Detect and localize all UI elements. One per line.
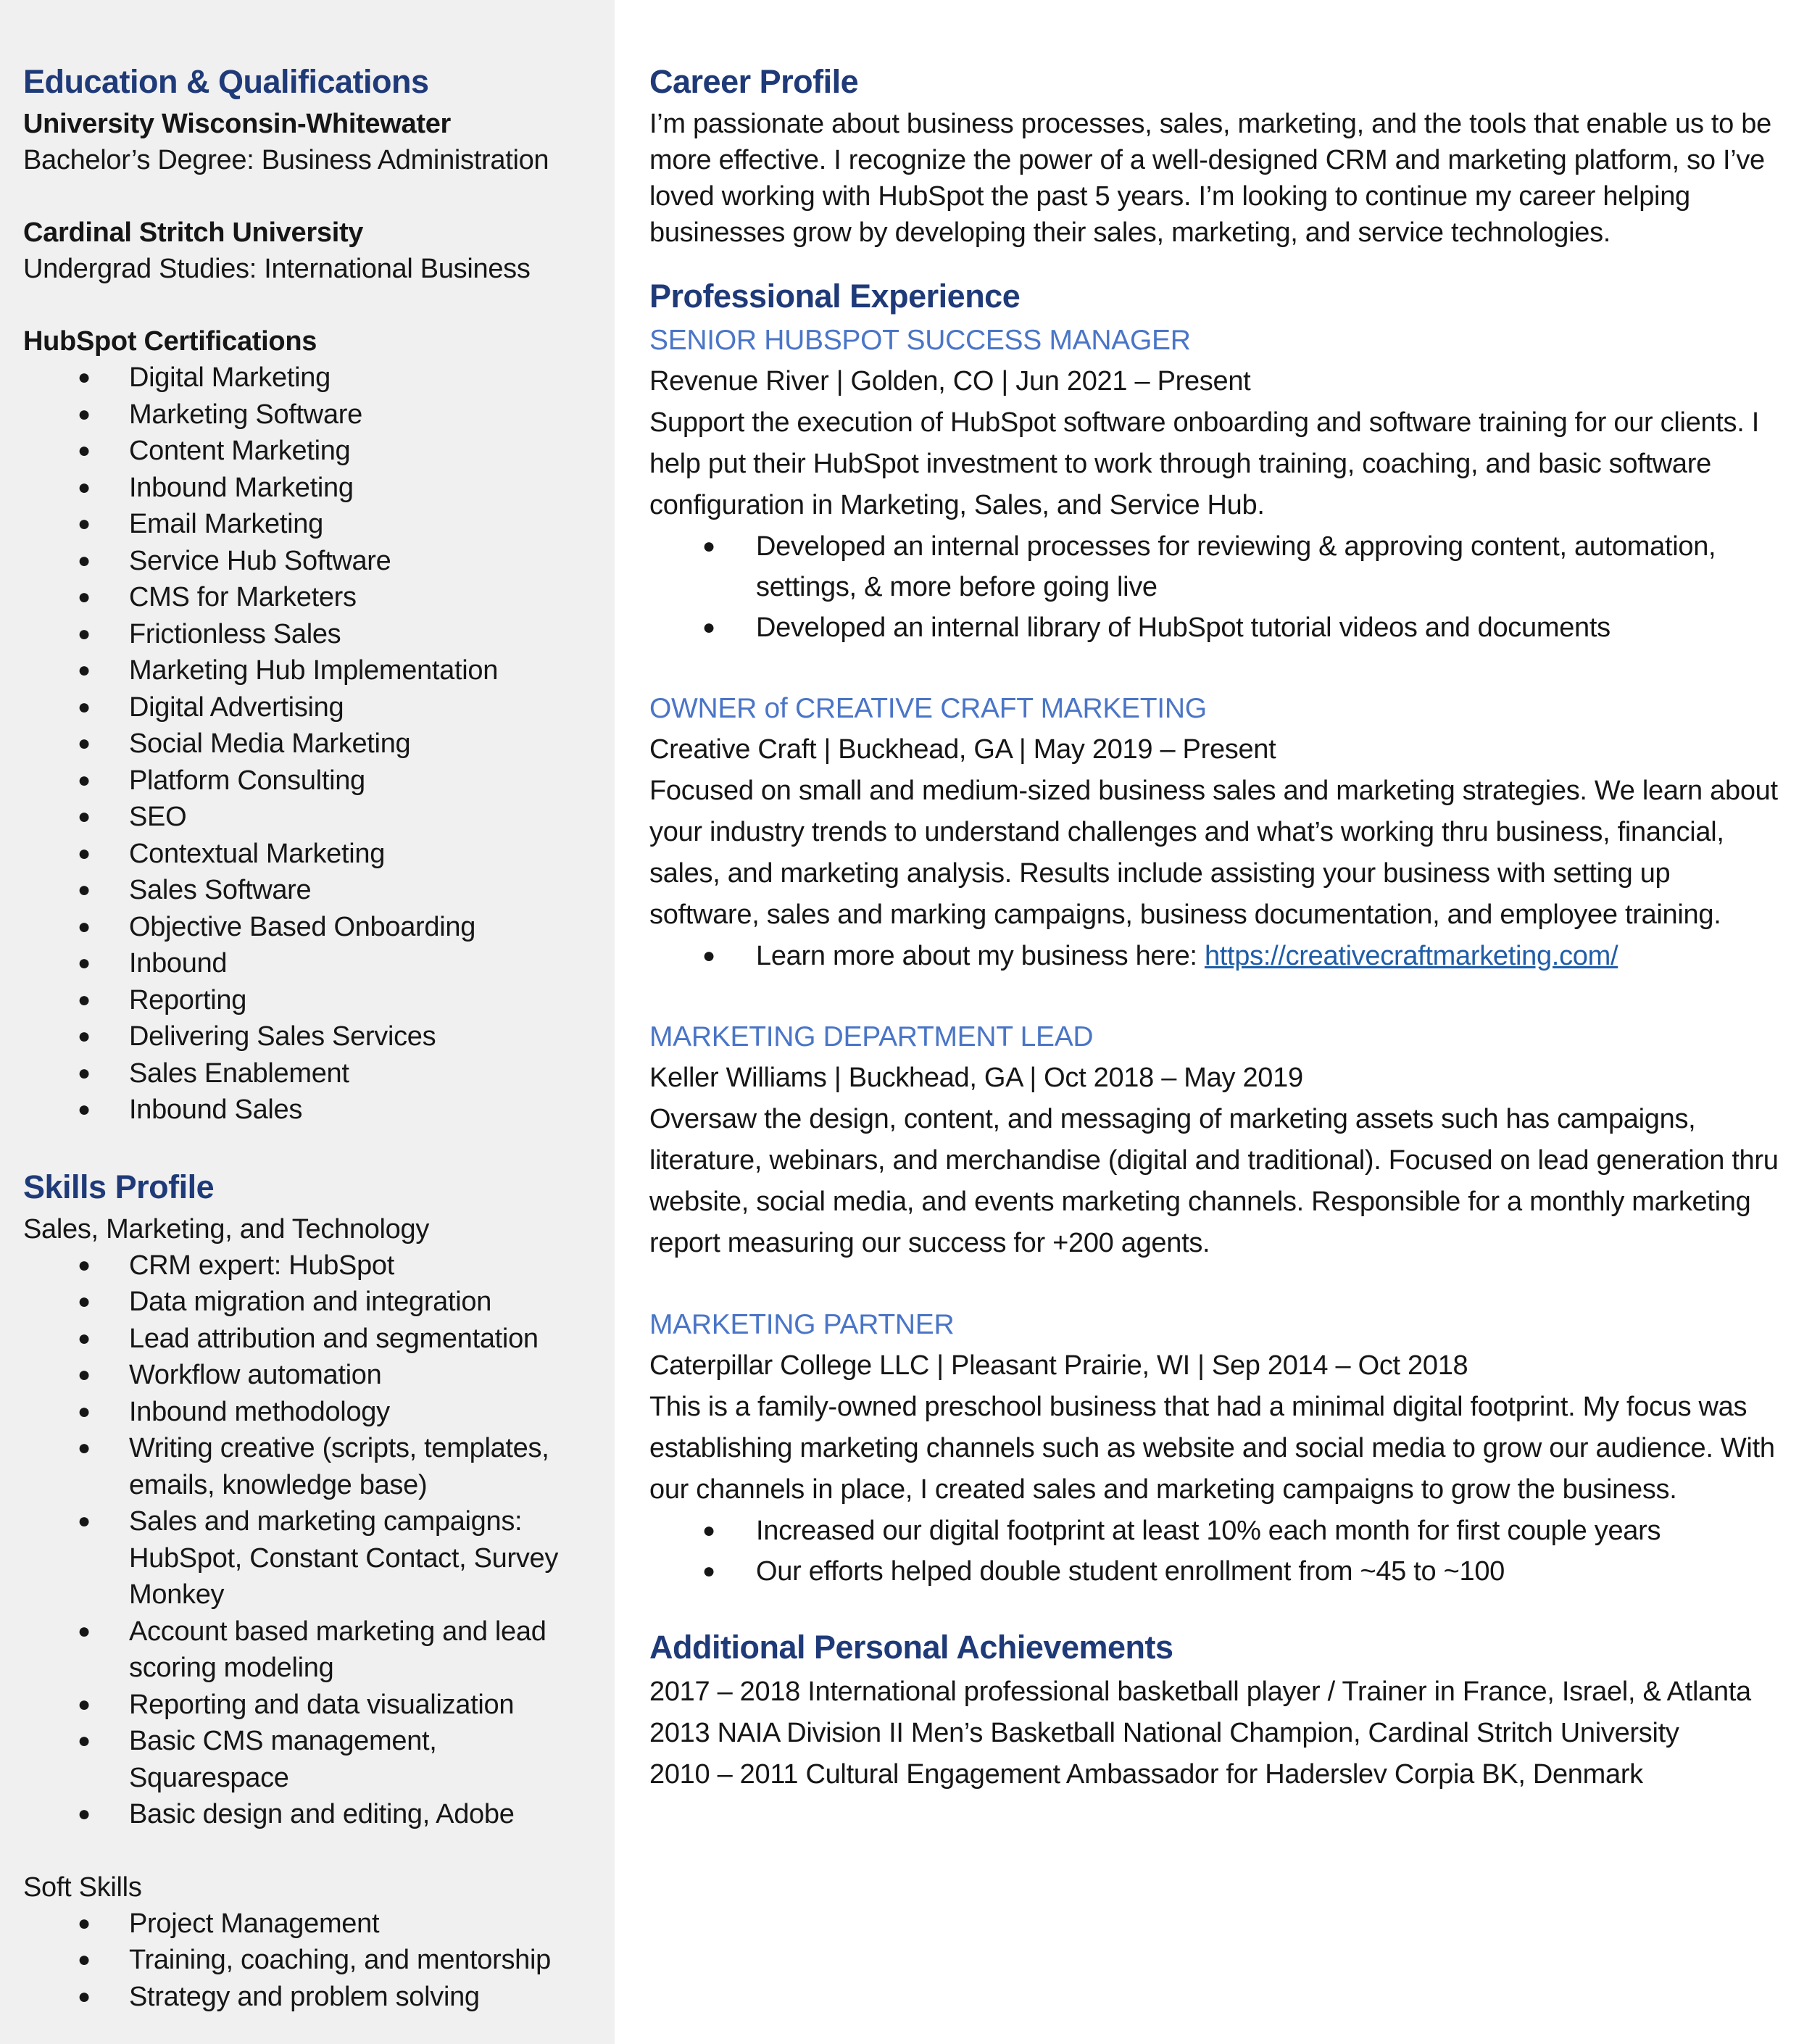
job-3-title: MARKETING DEPARTMENT LEAD (649, 1021, 1094, 1052)
bullet-icon: ● (78, 1289, 91, 1313)
bullet-icon: ● (78, 951, 91, 975)
certification-item (23, 1018, 603, 1055)
tech-skill-item (23, 1357, 603, 1394)
bullet-icon: ● (78, 1326, 91, 1350)
business-website-link[interactable]: https://creativecraftmarketing.com/ (1204, 941, 1618, 971)
certification-item-text: Frictionless Sales (129, 618, 341, 649)
bullet-icon: ● (78, 621, 91, 646)
bullet-icon: ● (78, 914, 91, 939)
certification-item-text: Sales Enablement (129, 1058, 349, 1089)
tech-skill-item (23, 1394, 603, 1431)
soft-skill-item-text: Project Management (129, 1908, 380, 1939)
tech-skill-item (23, 1687, 603, 1724)
certifications-list (23, 360, 615, 1129)
tech-skill-item-text: Account based marketing and lead scoring modeling (129, 1616, 546, 1683)
bullet-icon: ● (702, 944, 715, 968)
tech-skill-item-text: CRM expert: HubSpot (129, 1250, 395, 1281)
certification-item (23, 652, 603, 689)
job-4-meta: Caterpillar College LLC | Pleasant Prairie, WI | Sep 2014 – Oct 2018 (649, 1350, 1468, 1381)
job-4-bullet (649, 1551, 1795, 1592)
tech-skill-item-text: Writing creative (scripts, templates, emails, knowledge base) (129, 1433, 549, 1500)
school-2: Cardinal Stritch University (23, 217, 364, 248)
achievements-heading: Additional Personal Achievements (649, 1629, 1173, 1666)
certification-item-text: Platform Consulting (129, 765, 365, 796)
job-1-meta: Revenue River | Golden, CO | Jun 2021 – Present (649, 366, 1251, 396)
tech-skill-item-text: Basic CMS management, Squarespace (129, 1726, 437, 1793)
bullet-icon: ● (78, 1984, 91, 2008)
bullet-icon: ● (78, 1729, 91, 1753)
certification-item-text: Marketing Hub Implementation (129, 655, 499, 686)
career-heading: Career Profile (649, 63, 859, 100)
certification-item-text: Contextual Marketing (129, 838, 386, 869)
certification-item-text: Sales Software (129, 875, 312, 905)
bullet-icon: ● (78, 439, 91, 462)
job-4-bullet-text: Increased our digital footprint at least 10% each month for first couple years (756, 1516, 1661, 1546)
job-1-bullet (649, 607, 1795, 648)
bullet-icon: ● (78, 1509, 91, 1533)
bullet-icon: ● (78, 731, 91, 755)
bullet-icon: ● (78, 548, 91, 573)
certification-item (23, 360, 603, 396)
certification-item-text: Delivering Sales Services (129, 1021, 436, 1052)
bullet-icon: ● (78, 805, 91, 828)
bullet-icon: ● (702, 1519, 715, 1542)
job-4-description: This is a family-owned preschool business that had a minimal digital footprint. My focus was establishing marketing channels such as website and social media to grow our audience. With our channels in place, I created sales and marketing campaigns to grow the business. (649, 1392, 1775, 1505)
degree-2: Undergrad Studies: International Business (23, 254, 531, 284)
tech-skill-item-text: Sales and marketing campaigns: HubSpot, Constant Contact, Survey Monkey (129, 1506, 559, 1610)
job-4-bullets (649, 1511, 1783, 1592)
bullet-icon: ● (78, 475, 91, 499)
certification-item-text: CMS for Marketers (129, 582, 357, 612)
tech-skill-item (23, 1321, 603, 1358)
bullet-icon: ● (78, 1948, 91, 1972)
soft-skill-item-text: Strategy and problem solving (129, 1981, 480, 2012)
certification-item (23, 506, 603, 543)
tech-skill-item (23, 1247, 603, 1284)
certification-item-text: Reporting (129, 984, 247, 1015)
certification-item (23, 689, 603, 726)
achievement-item: 2013 NAIA Division II Men’s Basketball National Champion, Cardinal Stritch University (649, 1718, 1679, 1748)
certification-item-text: Marketing Software (129, 399, 362, 430)
certification-item (23, 836, 603, 873)
job-4-title: MARKETING PARTNER (649, 1309, 955, 1340)
certification-item (23, 726, 603, 763)
bullet-icon: ● (78, 987, 91, 1012)
certification-item (23, 396, 603, 433)
career-text: I’m passionate about business processes, sales, marketing, and the tools that enable us to be more effective. I recognize the power of a well-designed CRM and marketing platform, so I’ve loved working with HubSpot the past 5 years. I’m looking to continue my career helping businesses grow by developing their sales, marketing, and service technologies. (649, 109, 1771, 248)
tech-skill-item-text: Workflow automation (129, 1360, 382, 1390)
job-2-bullets (649, 936, 1783, 976)
degree-1: Bachelor’s Degree: Business Administration (23, 145, 549, 175)
achievement-item: 2017 – 2018 International professional basketball player / Trainer in France, Israel, & Atlanta (649, 1677, 1751, 1707)
job-2-description: Focused on small and medium-sized business sales and marketing strategies. We learn about your industry trends to understand challenges and what’s working thru business, financial, sales, and marketing analysis. Results include assisting your business with setting up software, sales and marking campaigns, business documentation, and employee training. (649, 776, 1778, 930)
bullet-icon: ● (78, 512, 91, 536)
certification-item-text: Digital Marketing (129, 362, 331, 393)
certification-item-text: Social Media Marketing (129, 728, 411, 759)
bullet-icon: ● (78, 694, 91, 719)
soft-skill-item (23, 1906, 603, 1943)
job-1-bullet-text: Developed an internal library of HubSpot tutorial videos and documents (756, 612, 1611, 643)
certification-item (23, 982, 603, 1019)
job-4-bullet-text: Our efforts helped double student enrollment from ~45 to ~100 (756, 1556, 1505, 1587)
tech-skill-item-text: Inbound methodology (129, 1396, 390, 1427)
list-item (649, 936, 1795, 976)
bullet-icon: ● (78, 1399, 91, 1424)
certifications-heading: HubSpot Certifications (23, 326, 317, 357)
bullet-icon: ● (702, 1559, 715, 1583)
certification-item (23, 1092, 603, 1129)
certification-item (23, 763, 603, 799)
tech-skill-item-text: Reporting and data visualization (129, 1689, 515, 1720)
main-column (615, 0, 1812, 2044)
certification-item-text: Inbound Marketing (129, 472, 354, 503)
job-2-title: OWNER of CREATIVE CRAFT MARKETING (649, 693, 1207, 724)
tech-skill-item (23, 1284, 603, 1321)
job-1-bullets (649, 526, 1783, 648)
bullet-icon: ● (78, 768, 91, 792)
soft-skills-heading: Soft Skills (23, 1871, 142, 1903)
bullet-icon: ● (78, 841, 91, 865)
bullet-icon: ● (78, 1097, 91, 1121)
soft-skills-list (23, 1906, 615, 2016)
sidebar (0, 0, 615, 2044)
tech-skill-item-text: Basic design and editing, Adobe (129, 1799, 515, 1829)
job-1-description: Support the execution of HubSpot software onboarding and software training for our clients. I help put their HubSpot investment to work through training, coaching, and basic software configuration in Marketing, Sales, and Service Hub. (649, 407, 1760, 520)
tech-skill-item (23, 1613, 603, 1687)
soft-skill-item-text: Training, coaching, and mentorship (129, 1945, 551, 1975)
bullet-icon: ● (78, 1060, 91, 1085)
bullet-icon: ● (78, 1252, 91, 1277)
certification-item-text: Email Marketing (129, 509, 323, 539)
certification-item (23, 433, 603, 470)
bullet-icon: ● (78, 878, 91, 902)
certification-item (23, 1055, 603, 1092)
job-4-bullet (649, 1511, 1795, 1551)
bullet-icon: ● (78, 1363, 91, 1387)
certification-item (23, 945, 603, 982)
job-1-bullet (649, 526, 1795, 607)
job-2-meta: Creative Craft | Buckhead, GA | May 2019 – Present (649, 734, 1276, 765)
tech-skill-item (23, 1503, 603, 1613)
certification-item (23, 799, 603, 836)
bullet-icon: ● (78, 658, 91, 682)
certification-item (23, 909, 603, 946)
certification-item (23, 616, 603, 653)
bullet-icon: ● (702, 534, 715, 558)
certification-item-text: Inbound (129, 948, 228, 979)
certification-item (23, 470, 603, 507)
soft-skill-item (23, 1942, 603, 1979)
bullet-icon: ● (78, 585, 91, 609)
certification-item-text: Inbound Sales (129, 1094, 303, 1125)
job-1-bullet-text: Developed an internal processes for reviewing & approving content, automation, settings, & more before going live (756, 531, 1716, 602)
bullet-icon: ● (78, 1436, 91, 1460)
certification-item-text: SEO (129, 802, 187, 832)
experience-heading: Professional Experience (649, 278, 1021, 315)
certification-item-text: Objective Based Onboarding (129, 911, 476, 942)
soft-skill-item (23, 1979, 603, 2016)
bullet-icon: ● (78, 1802, 91, 1826)
job-2-bullet-text: Learn more about my business here: (756, 941, 1205, 971)
achievements-list (649, 1671, 1783, 1795)
job-1-title: SENIOR HUBSPOT SUCCESS MANAGER (649, 325, 1191, 356)
skills-heading: Skills Profile (23, 1168, 215, 1205)
certification-item-text: Service Hub Software (129, 545, 391, 576)
school-1: University Wisconsin-Whitewater (23, 109, 452, 139)
bullet-icon: ● (78, 1692, 91, 1716)
job-3-description: Oversaw the design, content, and messaging of marketing assets such has campaigns, literature, webinars, and merchandise (digital and traditional). Focused on lead generation thru website, social media, and events marketing channels. Responsible for a monthly marketing report measuring our success for +200 agents. (649, 1104, 1779, 1258)
tech-skills-list (23, 1247, 615, 1833)
education-heading: Education & Qualifications (23, 63, 429, 100)
bullet-icon: ● (78, 402, 91, 426)
bullet-icon: ● (78, 1024, 91, 1048)
certification-item-text: Digital Advertising (129, 691, 344, 723)
bullet-icon: ● (78, 1911, 91, 1935)
job-3-meta: Keller Williams | Buckhead, GA | Oct 2018 – May 2019 (649, 1063, 1303, 1093)
bullet-icon: ● (78, 1619, 91, 1643)
tech-skill-item-text: Lead attribution and segmentation (129, 1323, 539, 1354)
bullet-icon: ● (78, 365, 91, 389)
achievement-item: 2010 – 2011 Cultural Engagement Ambassador for Haderslev Corpia BK, Denmark (649, 1759, 1643, 1790)
tech-skill-item (23, 1430, 603, 1503)
tech-skill-item (23, 1796, 603, 1833)
certification-item-text: Content Marketing (129, 436, 351, 466)
certification-item (23, 543, 603, 580)
tech-skill-item (23, 1723, 603, 1796)
tech-skills-heading: Sales, Marketing, and Technology (23, 1213, 430, 1245)
certification-item (23, 579, 603, 616)
bullet-icon: ● (702, 615, 715, 639)
certification-item (23, 872, 603, 909)
tech-skill-item-text: Data migration and integration (129, 1287, 492, 1317)
